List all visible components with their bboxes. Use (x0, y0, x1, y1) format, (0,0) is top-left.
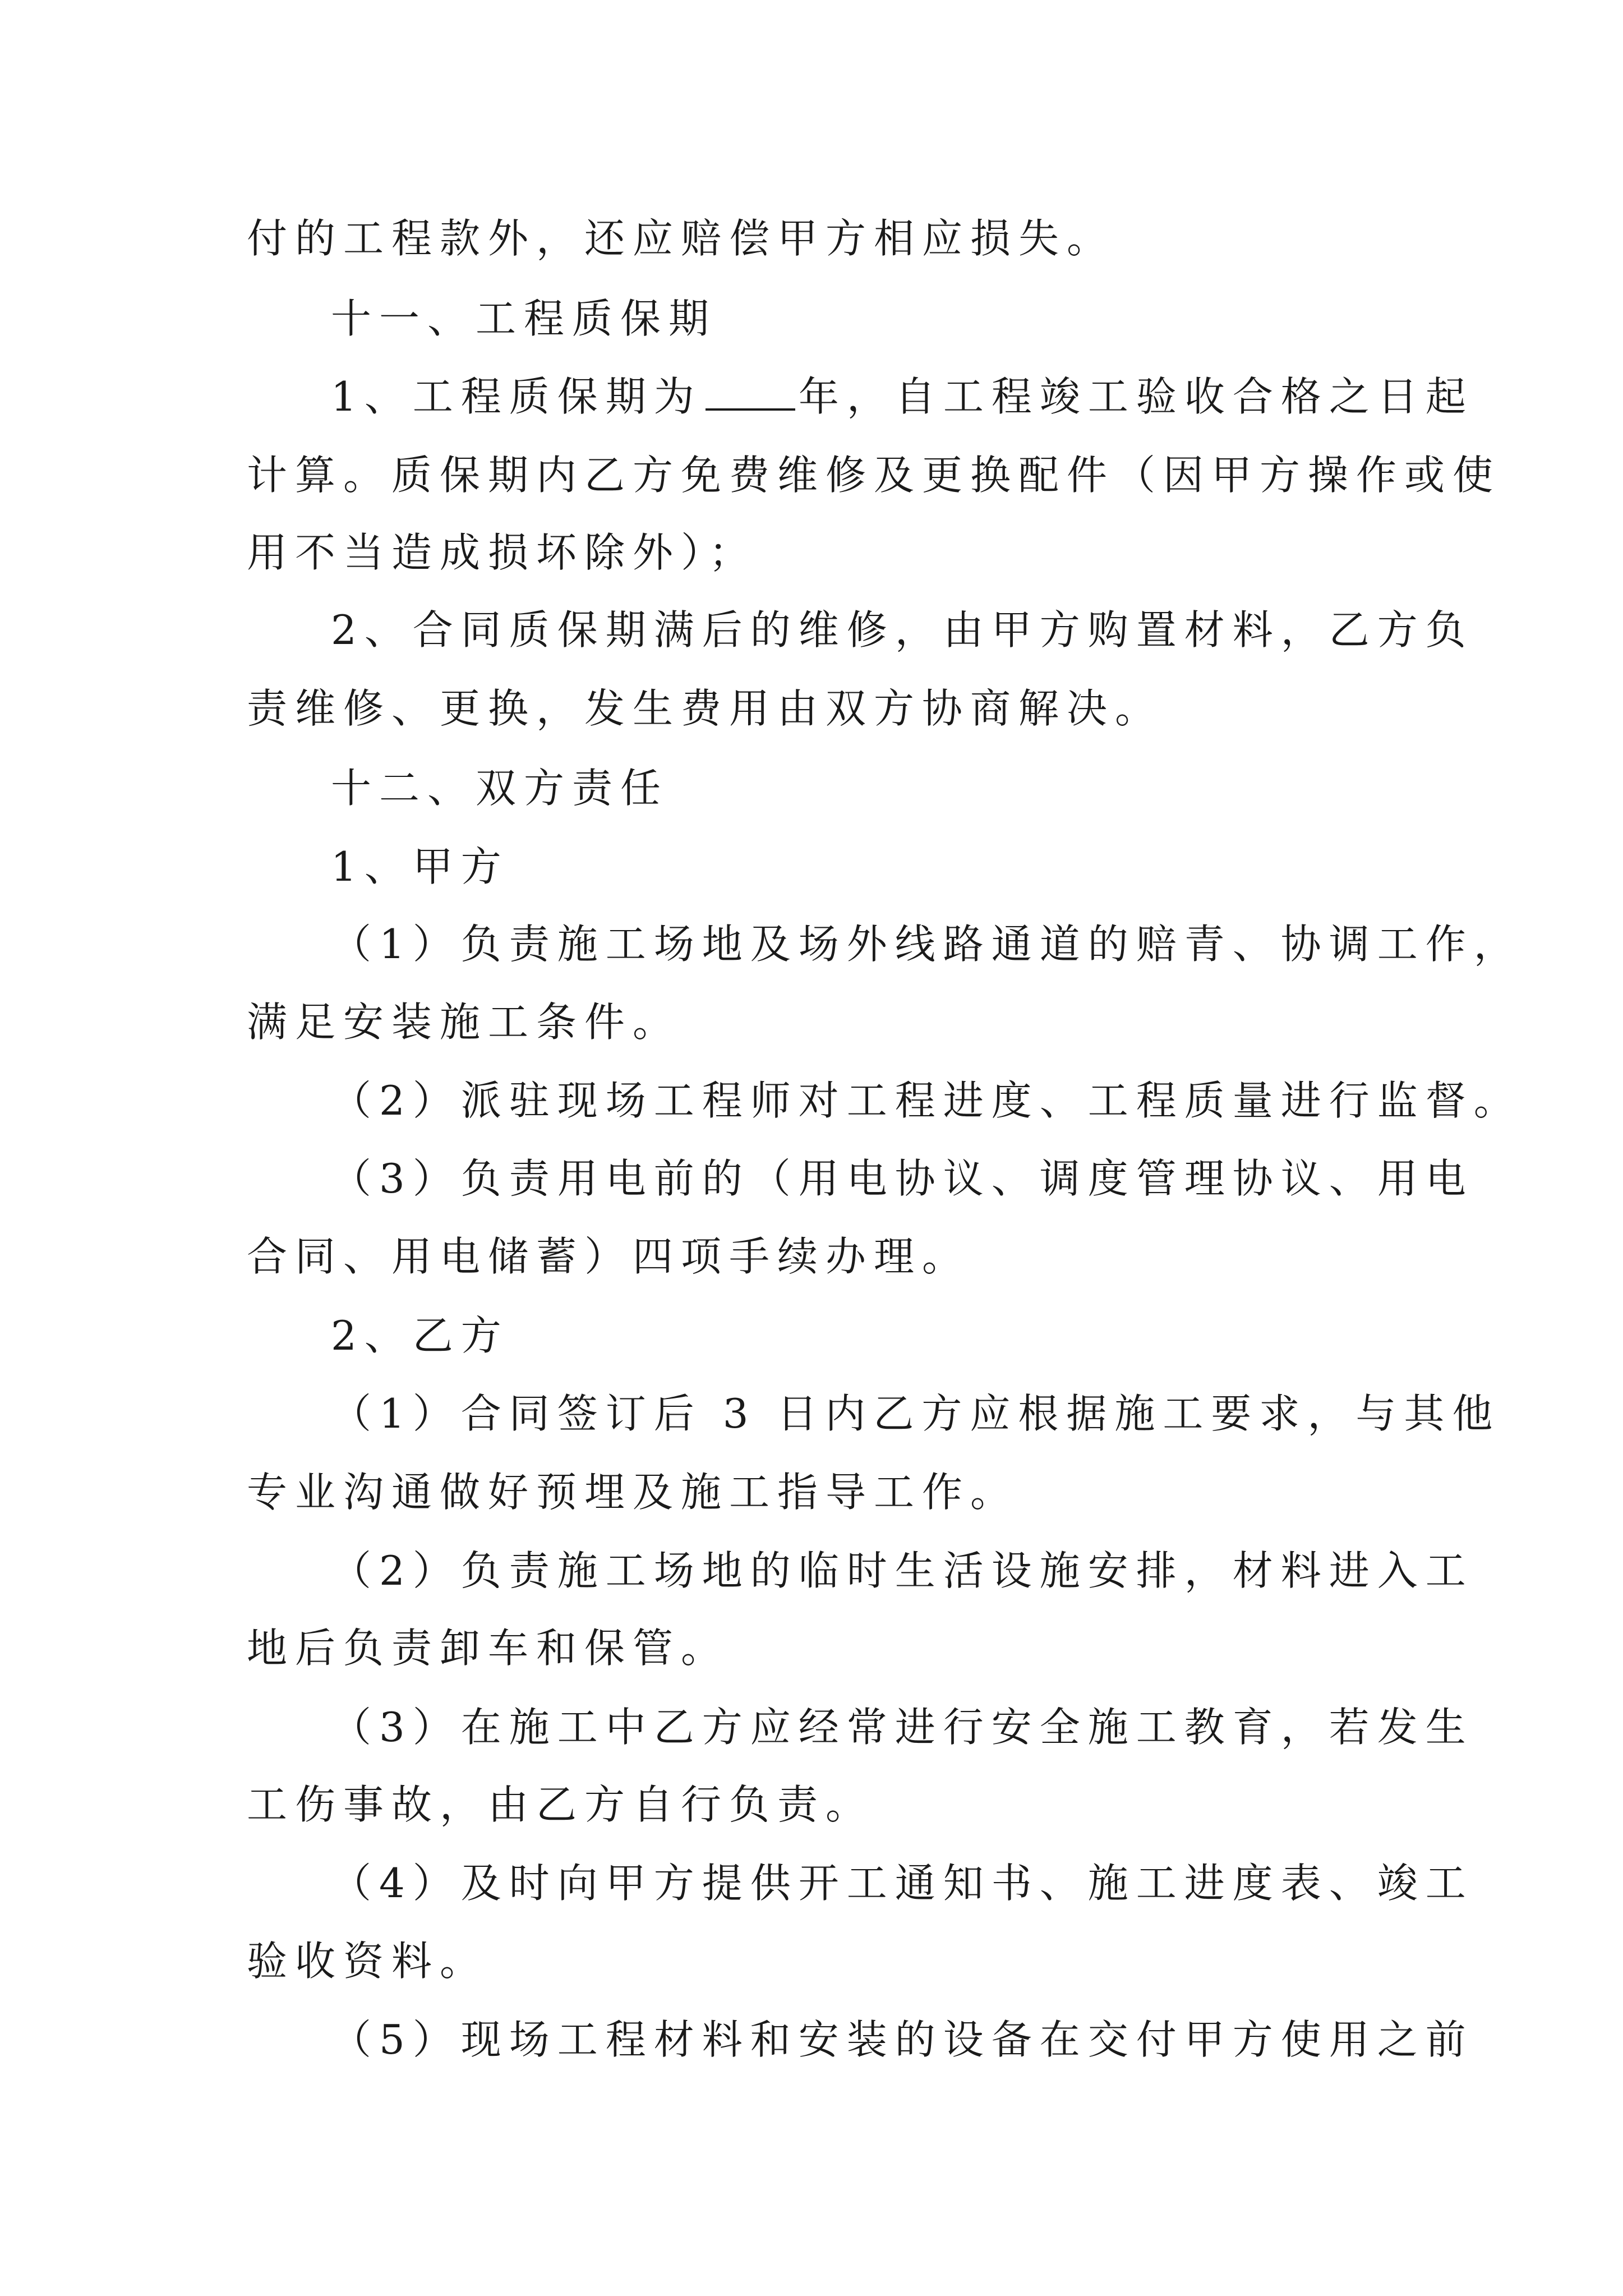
text-line: （5）现场工程材料和安装的设备在交付甲方使用之前 (331, 2016, 1474, 2063)
text-line: （4）及时向甲方提供开工通知书、施工进度表、竣工 (331, 1860, 1474, 1907)
section-heading: 十二、双方责任 (331, 765, 669, 812)
text-line (331, 369, 1474, 425)
text-line: 地后负责卸车和保管。 (247, 1625, 730, 1672)
subsection-heading: 1、甲方 (331, 843, 509, 890)
text-line: 专业沟通做好预埋及施工指导工作。 (247, 1469, 1019, 1516)
text-line: 满足安装施工条件。 (247, 999, 681, 1046)
text-line: （2）派驻现场工程师对工程进度、工程质量进行监督。 (331, 1077, 1522, 1124)
text-fragment: 年，自工程竣工验收合格之日起 (798, 373, 1474, 420)
text-line: （3）负责用电前的（用电协议、调度管理协议、用电 (331, 1155, 1474, 1202)
text-line: 付的工程款外，还应赔偿甲方相应损失。 (247, 215, 1115, 262)
text-line: （2）负责施工场地的临时生活设施安排，材料进入工 (331, 1547, 1474, 1594)
text-line: （3）在施工中乙方应经常进行安全施工教育，若发生 (331, 1704, 1474, 1751)
text-line: 2、合同质保期满后的维修，由甲方购置材料，乙方负 (331, 606, 1474, 654)
blank-field (706, 375, 795, 411)
text-line: （1）负责施工场地及场外线路通道的赔青、协调工作， (331, 921, 1522, 968)
text-line: 责维修、更换，发生费用由双方协商解决。 (247, 685, 1164, 732)
text-line: 合同、用电储蓄）四项手续办理。 (247, 1233, 971, 1280)
text-line: （1）合同签订后 3 日内乙方应根据施工要求，与其他 (331, 1390, 1501, 1437)
text-fragment: 1、工程质保期为 (331, 373, 702, 420)
text-line: 验收资料。 (247, 1938, 488, 1985)
text-line: 用不当造成损坏除外）； (247, 529, 758, 576)
section-heading: 十一、工程质保期 (331, 295, 717, 342)
subsection-heading: 2、乙方 (331, 1312, 509, 1359)
text-line: 计算。质保期内乙方免费维修及更换配件（因甲方操作或使 (247, 452, 1501, 499)
text-line: 工伤事故，由乙方自行负责。 (247, 1781, 874, 1828)
